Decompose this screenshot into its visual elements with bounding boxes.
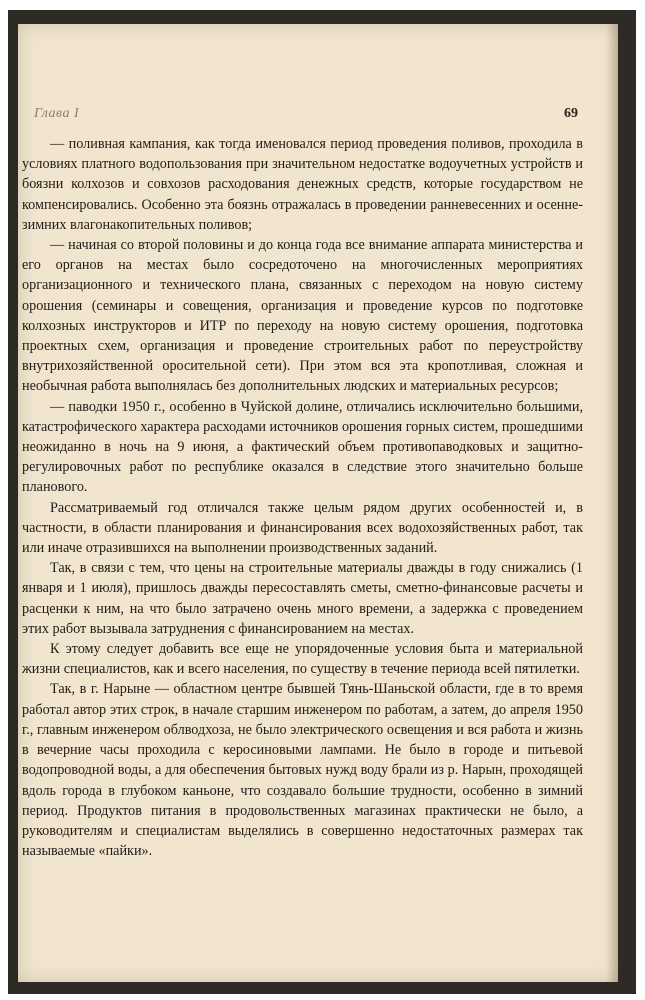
paragraph: Так, в связи с тем, что цены на строительные материалы дважды в году снижались (1 января и 1 июля), пришлось дважды пересоставлять сметы, сметно-финансовые расчеты и расценки к ним, на что было затрачено очень много времени, а задержка с проведением этих работ вызывала затруднения с финансированием на местах.	[22, 560, 583, 637]
paragraph: К этому следует добавить все еще не упорядоченные условия быта и материальной жизни специалистов, как и всего населения, по существу в течение периода всей пятилетки.	[22, 641, 583, 678]
chapter-label: Глава I	[34, 106, 80, 121]
running-head	[34, 106, 578, 126]
paragraph: Рассматриваемый год отличался также целым рядом других особенностей и, в частности, в области планирования и финансирования всех водохозяйственных работ, так или иначе отразившихся на выполнении производственных заданий.	[22, 499, 583, 557]
paragraph: — поливная кампания, как тогда именовался период проведения поливов, проходила в условиях платного водопользования при значительном недостатке водоучетных устройств и боязни колхозов и совхозов расходования денежных средств, которые государством не компенсировались. Особенно эта боязнь отражалась в проведении ранневесенних и осенне-зимних влагонакопительных поливов;	[22, 136, 583, 233]
page-number: 69	[564, 106, 578, 121]
body-text	[22, 134, 583, 861]
paragraph: — начиная со второй половины и до конца года все внимание аппарата министерства и его органов на местах было сосредоточено на многочисленных мероприятиях организационного и технического плана, связанных с переходом на новую систему орошения (семинары и совещения, организация и проведение курсов по подготовке колхозных инструкторов и ИТР по переходу на новую систему орошения, подготовка проектных схем, организация и проведение строительных работ по переустройству внутрихозяйственной оросительной сети). При этом вся эта кропотливая, сложная и необычная работа выполнялась без дополнительных людских и материальных ресурсов;	[22, 237, 583, 395]
book-page	[18, 24, 618, 982]
paragraph: — паводки 1950 г., особенно в Чуйской долине, отличались исключительно большими, катастрофического характера расходами источников орошения горных систем, прошедшими неожиданно в ночь на 9 июня, а фактический объем противопаводковых и защитно-регулировочных работ по республике оказался в следствие этого значительно больше планового.	[22, 398, 583, 496]
paragraph: Так, в г. Нарыне — областном центре бывшей Тянь-Шаньской области, где в то время работал автор этих строк, в начале старшим инженером по работам, а затем, до апреля 1950 г., главным инженером облводхоза, не было электрического освещения и вся работа и жизнь в вечерние часы проходила с керосиновыми лампами. Не было в городе и питьевой водопроводной воды, а для обеспечения бытовых нужд воду брали из р. Нарын, проходящей вдоль города в глубоком каньоне, что создавало большие трудности, особенно в зимний период. Продуктов питания в продовольственных магазинах практически не было, а руководителям и специалистам выделялись в совершенно недостаточных размерах так называемые «пайки».	[22, 681, 583, 860]
